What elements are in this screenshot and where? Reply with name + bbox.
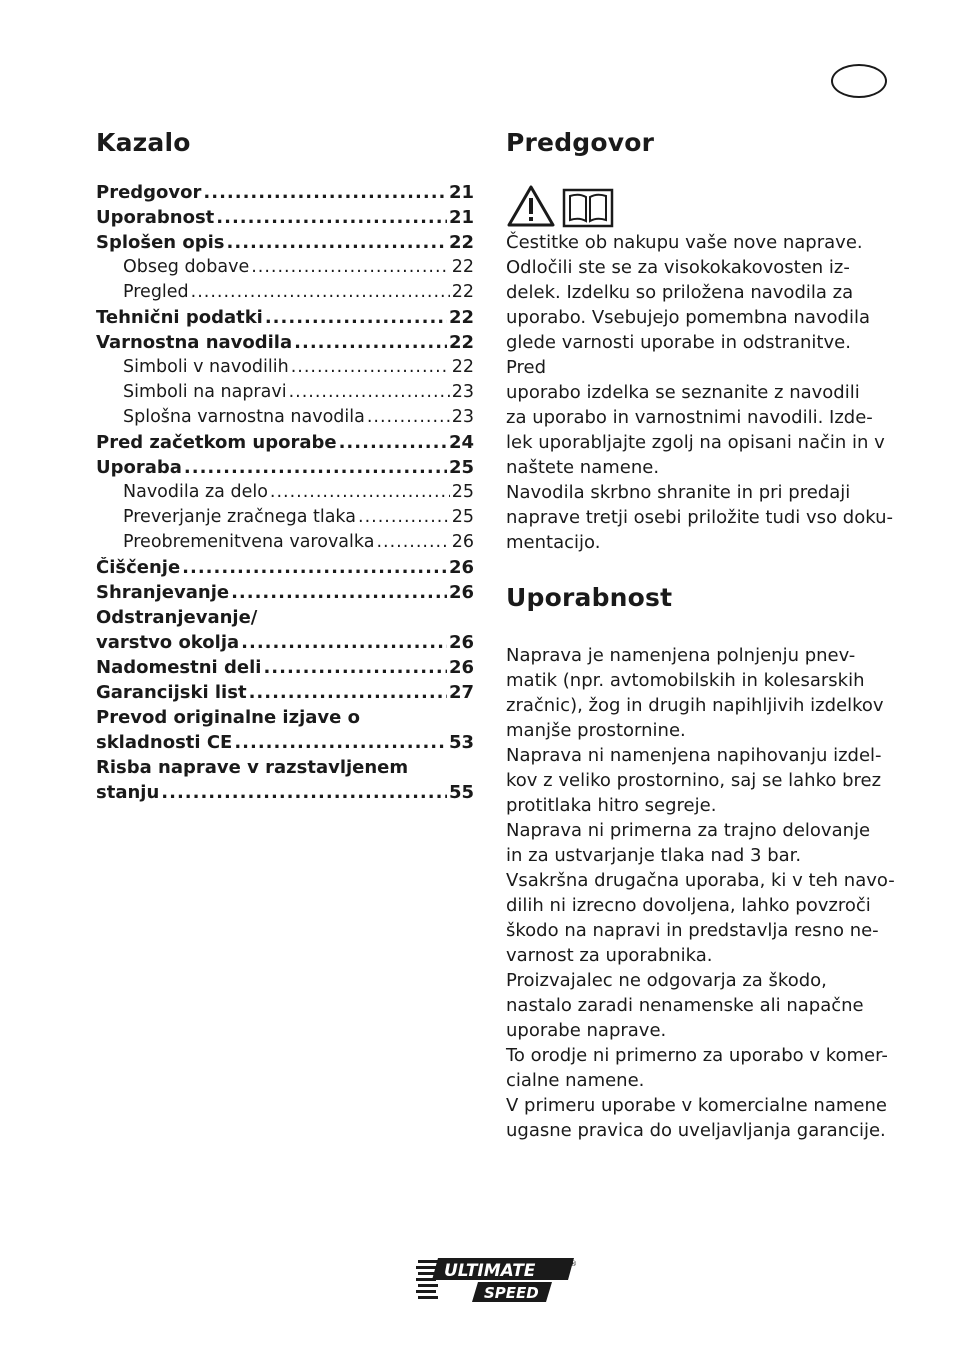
- toc-entry-label: Simboli v navodilih: [123, 357, 289, 377]
- usage-text-line: Vsakršna drugačna uporaba, ki v teh navo-: [506, 870, 895, 891]
- foreword-text-line: za uporabo in varnostnimi navodili. Izde-: [506, 407, 873, 428]
- foreword-text-line: Čestitke ob nakupu vaše nove naprave.: [506, 232, 863, 253]
- toc-entry-label-line1[interactable]: Risba naprave v razstavljenem: [96, 757, 409, 778]
- toc-entry-label: Garancijski list: [96, 682, 247, 703]
- toc-entry[interactable]: [96, 532, 474, 557]
- toc-entry[interactable]: [96, 657, 474, 682]
- toc-entry-page: 22: [451, 357, 474, 377]
- foreword-icons: [506, 184, 896, 228]
- toc-entry-page: 22: [448, 307, 474, 328]
- toc-entry-page: 21: [448, 207, 474, 228]
- foreword-text-line: mentacijo.: [506, 532, 601, 553]
- toc-entry-page: 22: [448, 332, 474, 353]
- toc-leader-dots: [376, 532, 449, 552]
- toc-entry[interactable]: [96, 682, 474, 707]
- foreword-text-line: Navodila skrbno shranite in pri predaji: [506, 482, 851, 503]
- toc-entry[interactable]: [96, 207, 474, 232]
- usage-text-line: škodo na napravi in predstavlja resno ne-: [506, 920, 879, 941]
- toc-entry[interactable]: [96, 732, 474, 757]
- toc-leader-dots: [358, 507, 450, 527]
- toc-entry-label: stanju: [96, 782, 160, 803]
- language-badge: [831, 64, 887, 98]
- toc-entry[interactable]: [96, 582, 474, 607]
- toc-entry-page: 22: [451, 257, 474, 277]
- toc-entry-label: varstvo okolja: [96, 632, 240, 653]
- toc-leader-dots: [234, 732, 447, 753]
- usage-text: [506, 643, 896, 1143]
- toc-leader-dots: [294, 332, 447, 353]
- toc-entry[interactable]: [96, 407, 474, 432]
- usage-text-line: Proizvajalec ne odgovarja za škodo,: [506, 970, 827, 991]
- foreword-title: Predgovor: [506, 128, 655, 157]
- usage-text-line: manjše prostornine.: [506, 720, 686, 741]
- toc-entry[interactable]: [96, 357, 474, 382]
- toc-entry-page: 25: [448, 457, 474, 478]
- usage-text-line: varnost za uporabnika.: [506, 945, 713, 966]
- toc-leader-dots: [367, 407, 450, 427]
- manual-book-icon: [562, 188, 614, 228]
- foreword-text-line: lek uporabljajte zgolj na opisani način in v: [506, 432, 885, 453]
- usage-text-line: ugasne pravica do uveljavljanja garancije.: [506, 1120, 886, 1141]
- toc-entry-label: Nadomestni deli: [96, 657, 262, 678]
- toc-entry-page: 25: [451, 507, 474, 527]
- foreword-text-line: delek. Izdelku so priložena navodila za: [506, 282, 854, 303]
- toc-leader-dots: [231, 582, 447, 603]
- toc-entry-label: Pregled: [123, 282, 189, 302]
- usage-text-line: Naprava je namenjena polnjenju pnev-: [506, 645, 856, 666]
- toc-leader-dots: [339, 432, 447, 453]
- toc-list: [96, 182, 474, 807]
- toc-entry-label: Obseg dobave: [123, 257, 250, 277]
- toc-entry[interactable]: [96, 632, 474, 657]
- toc-entry-label: Čiščenje: [96, 557, 181, 578]
- toc-entry[interactable]: [96, 482, 474, 507]
- toc-entry-label: Preverjanje zračnega tlaka: [123, 507, 356, 527]
- toc-entry[interactable]: [96, 332, 474, 357]
- toc-entry-page: 55: [448, 782, 474, 803]
- usage-text-line: Naprava ni primerna za trajno delovanje: [506, 820, 871, 841]
- usage-text-line: nastalo zaradi nenamenske ali napačne: [506, 995, 864, 1016]
- toc-entry[interactable]: [96, 182, 474, 207]
- toc-entry-page: 53: [448, 732, 474, 753]
- right-column: [506, 124, 896, 1143]
- usage-text-line: zračnic), žog in drugih napihljivih izdelkov: [506, 695, 884, 716]
- toc-entry-page: 26: [448, 632, 474, 653]
- usage-text-line: Naprava ni namenjena napihovanju izdel-: [506, 745, 882, 766]
- toc-entry-page: 26: [448, 657, 474, 678]
- toc-leader-dots: [265, 307, 447, 328]
- toc-entry[interactable]: [96, 507, 474, 532]
- toc-entry-page: 24: [448, 432, 474, 453]
- toc-entry-page: 26: [451, 532, 474, 552]
- logo-line1: ULTIMATE: [444, 1261, 536, 1281]
- foreword-text-line: uporabo izdelka se seznanite z navodili: [506, 382, 860, 403]
- logo-registered-mark: ®: [570, 1260, 577, 1268]
- toc-entry-label-line1[interactable]: Odstranjevanje/: [96, 607, 258, 628]
- toc-leader-dots: [216, 207, 447, 228]
- toc-leader-dots: [203, 182, 447, 203]
- ultimate-speed-logo: [416, 1254, 580, 1306]
- usage-text-line: uporabe naprave.: [506, 1020, 667, 1041]
- toc-entry-label: Uporabnost: [96, 207, 215, 228]
- foreword-text-line: naštete namene.: [506, 457, 660, 478]
- warning-triangle-icon: [506, 184, 556, 228]
- toc-entry-label: Pred začetkom uporabe: [96, 432, 337, 453]
- toc-leader-dots: [249, 682, 447, 703]
- toc-leader-dots: [263, 657, 447, 678]
- usage-text-line: kov z veliko prostornino, saj se lahko brez: [506, 770, 882, 791]
- foreword-text-line: Odločili ste se za visokokakovosten iz-: [506, 257, 850, 278]
- logo-line2: SPEED: [484, 1284, 539, 1302]
- usage-text-line: matik (npr. avtomobilskih in kolesarskih: [506, 670, 865, 691]
- toc-entry[interactable]: [96, 457, 474, 482]
- usage-title: Uporabnost: [506, 583, 673, 612]
- toc-entry-page: 26: [448, 557, 474, 578]
- toc-entry-label: Splošna varnostna navodila: [123, 407, 365, 427]
- toc-entry[interactable]: [96, 307, 474, 332]
- toc-entry-page: 22: [451, 282, 474, 302]
- toc-entry-page: 21: [448, 182, 474, 203]
- toc-entry[interactable]: [96, 557, 474, 582]
- toc-entry[interactable]: [96, 782, 474, 807]
- usage-text-line: To orodje ni primerno za uporabo v komer-: [506, 1045, 888, 1066]
- toc-leader-dots: [241, 632, 447, 653]
- toc-entry[interactable]: [96, 257, 474, 282]
- toc-entry-label: Varnostna navodila: [96, 332, 293, 353]
- usage-text-line: dilih ni izrecno dovoljena, lahko povzroči: [506, 895, 871, 916]
- toc-leader-dots: [270, 482, 450, 502]
- toc-leader-dots: [251, 257, 450, 277]
- foreword-text-line: uporabo. Vsebujejo pomembna navodila: [506, 307, 870, 328]
- toc-entry-page: 27: [448, 682, 474, 703]
- table-of-contents: [96, 124, 474, 807]
- toc-entry-label: Predgovor: [96, 182, 202, 203]
- toc-entry-label: Splošen opis: [96, 232, 225, 253]
- toc-entry-page: 23: [451, 382, 474, 402]
- toc-title: Kazalo: [96, 128, 191, 157]
- toc-entry-page: 26: [448, 582, 474, 603]
- usage-text-line: in za ustvarjanje tlaka nad 3 bar.: [506, 845, 802, 866]
- toc-entry-label-line1[interactable]: Prevod originalne izjave o: [96, 707, 360, 728]
- toc-leader-dots: [191, 282, 450, 302]
- toc-entry-label: skladnosti CE: [96, 732, 233, 753]
- toc-entry-page: 23: [451, 407, 474, 427]
- foreword-text-line: naprave tretji osebi priložite tudi vso doku-: [506, 507, 894, 528]
- toc-entry-label: Navodila za delo: [123, 482, 268, 502]
- toc-entry[interactable]: [96, 232, 474, 257]
- toc-entry-label: Uporaba: [96, 457, 182, 478]
- toc-entry[interactable]: [96, 432, 474, 457]
- toc-leader-dots: [184, 457, 447, 478]
- toc-entry-page: 25: [451, 482, 474, 502]
- toc-leader-dots: [182, 557, 447, 578]
- toc-leader-dots: [227, 232, 447, 253]
- toc-entry-label: Shranjevanje: [96, 582, 230, 603]
- toc-leader-dots: [289, 382, 450, 402]
- toc-entry[interactable]: [96, 282, 474, 307]
- foreword-text-line: glede varnosti uporabe in odstranitve. Pred: [506, 332, 851, 378]
- usage-text-line: cialne namene.: [506, 1070, 645, 1091]
- toc-leader-dots: [291, 357, 450, 377]
- foreword-text: [506, 230, 896, 555]
- usage-text-line: protitlaka hitro segreje.: [506, 795, 717, 816]
- toc-entry-label: Preobremenitvena varovalka: [123, 532, 375, 552]
- toc-entry-page: 22: [448, 232, 474, 253]
- toc-entry-label: Tehnični podatki: [96, 307, 263, 328]
- toc-entry-label: Simboli na napravi: [123, 382, 287, 402]
- toc-entry[interactable]: [96, 382, 474, 407]
- usage-text-line: V primeru uporabe v komercialne namene: [506, 1095, 887, 1116]
- toc-leader-dots: [161, 782, 447, 803]
